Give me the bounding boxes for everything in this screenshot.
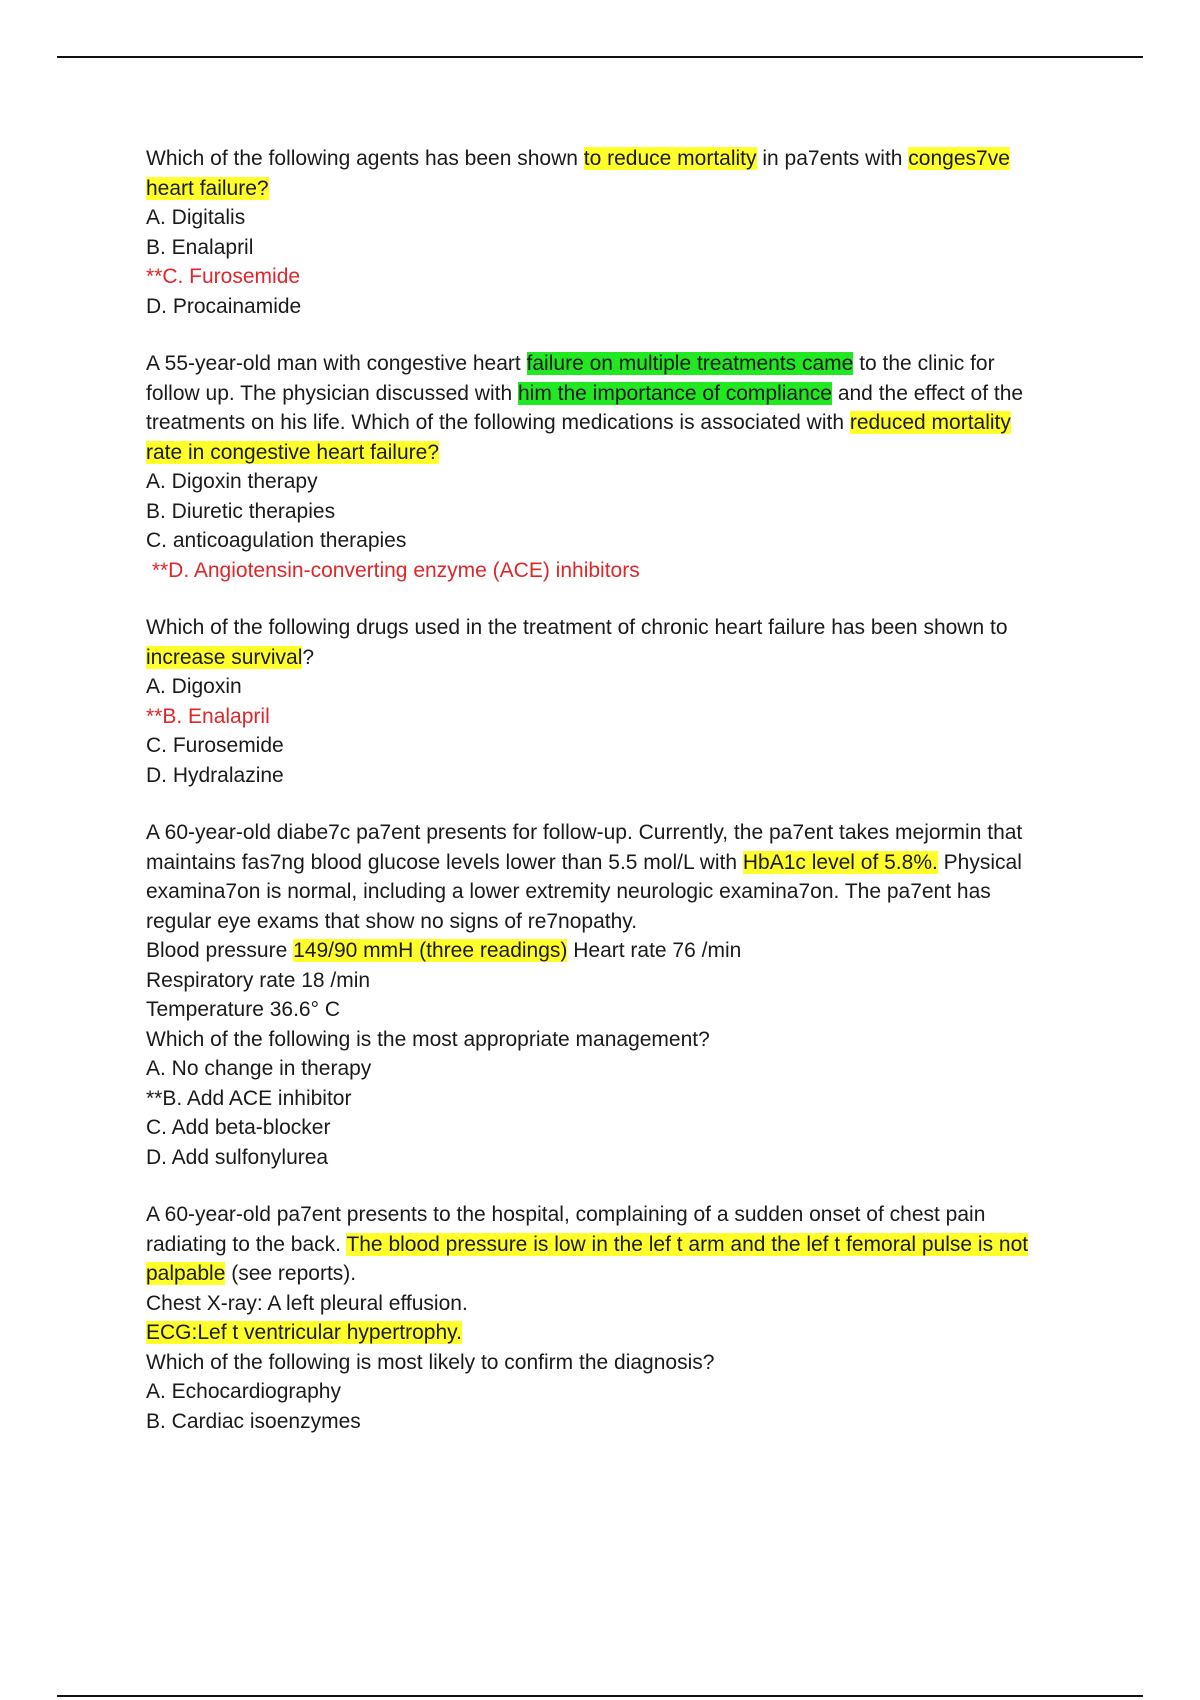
question-stem-line xyxy=(146,1318,1086,1348)
stem-text: (see reports). xyxy=(225,1262,357,1285)
stem-text: A 60-year-old pa7ent presents to the hospital, complaining of a sudden onset of chest pain xyxy=(146,1203,986,1226)
question-stem-line xyxy=(146,936,1086,966)
question-spacer xyxy=(146,321,1086,349)
answer-option: A. Digoxin xyxy=(146,675,242,698)
question-block xyxy=(146,818,1086,1172)
question-block xyxy=(146,349,1086,585)
highlighted-text: failure on multiple treatments came xyxy=(526,352,854,375)
stem-text: Which of the following drugs used in the treatment of chronic heart failure has been shown to xyxy=(146,616,1008,639)
highlighted-text: reduced mortality xyxy=(849,411,1011,434)
stem-text: Temperature 36.6° C xyxy=(146,998,340,1021)
stem-text: Blood pressure xyxy=(146,939,294,962)
answer-option: A. Digitalis xyxy=(146,206,246,229)
answer-option: B. Diuretic therapies xyxy=(146,499,336,523)
stem-text: maintains fas7ng blood glucose levels lower than 5.5 mol/L with xyxy=(146,850,743,874)
question-stem-line xyxy=(146,907,1086,937)
question-stem-line xyxy=(146,144,1086,174)
question-spacer xyxy=(146,585,1086,613)
question-stem-line xyxy=(146,1025,1086,1055)
document-body xyxy=(146,144,1086,1436)
question-block xyxy=(146,1200,1086,1436)
question-stem-line xyxy=(146,966,1086,996)
answer-option: B. Enalapril xyxy=(146,235,254,259)
question-stem-line xyxy=(146,379,1086,409)
answer-option: **B. Add ACE inhibitor xyxy=(146,1086,352,1110)
stem-text: A 60-year-old diabe7c pa7ent presents for follow-up. Currently, the pa7ent takes mejormin that xyxy=(146,821,1023,844)
question-stem-line xyxy=(146,1230,1086,1260)
answer-option: C. Furosemide xyxy=(146,734,284,757)
stem-text: A 55-year-old man with congestive heart xyxy=(146,352,527,375)
answer-option: A. Digoxin therapy xyxy=(146,470,318,493)
question-stem-line xyxy=(146,1259,1086,1289)
question-stem-line xyxy=(146,613,1086,643)
stem-text: to the clinic for xyxy=(853,352,995,375)
answer-option-marked: **D. Angiotensin-converting enzyme (ACE) inhibitors xyxy=(146,558,640,582)
stem-text: Chest X-ray: A left pleural effusion. xyxy=(146,1291,468,1315)
highlighted-text: him the importance of compliance xyxy=(517,381,832,405)
highlighted-text: 149/90 mmH (three readings) xyxy=(293,939,568,962)
footer-rule xyxy=(57,1695,1143,1697)
question-stem-line xyxy=(146,1348,1086,1378)
question-stem-line xyxy=(146,818,1086,848)
stem-text: Heart rate 76 /min xyxy=(567,939,742,962)
stem-text: ? xyxy=(302,645,315,669)
question-stem-line xyxy=(146,349,1086,379)
answer-option: B. Cardiac isoenzymes xyxy=(146,1409,361,1433)
question-stem-line xyxy=(146,877,1086,907)
question-spacer xyxy=(146,790,1086,818)
question-stem-line xyxy=(146,995,1086,1025)
question-stem-line xyxy=(146,174,1086,204)
highlighted-text: rate in congestive heart failure? xyxy=(146,440,440,464)
highlighted-text: increase survival xyxy=(146,645,303,669)
stem-text: Which of the following agents has been shown xyxy=(146,147,584,170)
highlighted-text: heart failure? xyxy=(146,176,269,200)
highlighted-text: HbA1c level of 5.8%. xyxy=(742,850,938,874)
header-rule xyxy=(57,56,1143,58)
highlighted-text: palpable xyxy=(146,1262,226,1285)
highlighted-text: conges7ve xyxy=(908,147,1010,170)
question-block xyxy=(146,144,1086,321)
stem-text: and the effect of the xyxy=(831,381,1024,405)
answer-option: A. No change in therapy xyxy=(146,1057,372,1080)
question-block xyxy=(146,613,1086,790)
question-stem-line xyxy=(146,408,1086,438)
highlighted-text: ECG:Lef t ventricular hypertrophy. xyxy=(146,1321,462,1344)
stem-text: regular eye exams that show no signs of re7nopathy. xyxy=(146,909,638,933)
question-stem-line xyxy=(146,848,1086,878)
answer-option: A. Echocardiography xyxy=(146,1380,341,1403)
stem-text: Respiratory rate 18 /min xyxy=(146,968,371,992)
stem-text: Which of the following is most likely to confirm the diagnosis? xyxy=(146,1350,715,1374)
highlighted-text: to reduce mortality xyxy=(583,147,757,170)
answer-option: D. Hydralazine xyxy=(146,763,284,787)
answer-option: D. Add sulfonylurea xyxy=(146,1145,329,1169)
stem-text: Physical xyxy=(937,850,1022,874)
question-stem-line xyxy=(146,1289,1086,1319)
answer-option: C. anticoagulation therapies xyxy=(146,529,407,552)
answer-option: D. Procainamide xyxy=(146,294,302,318)
stem-text: follow up. The physician discussed with xyxy=(146,381,518,405)
answer-option-marked: **C. Furosemide xyxy=(146,265,301,288)
stem-text: in pa7ents with xyxy=(756,147,909,170)
question-stem-line xyxy=(146,438,1086,468)
question-stem-line xyxy=(146,1200,1086,1230)
stem-text: treatments on his life. Which of the following medications is associated with xyxy=(146,411,850,434)
question-spacer xyxy=(146,1172,1086,1200)
stem-text: Which of the following is the most appropriate management? xyxy=(146,1027,710,1051)
highlighted-text: The blood pressure is low in the lef t arm and the lef t femoral pulse is not xyxy=(346,1232,1029,1256)
question-stem-line xyxy=(146,643,1086,673)
stem-text: radiating to the back. xyxy=(146,1232,347,1256)
answer-option: C. Add beta-blocker xyxy=(146,1116,331,1139)
stem-text: examina7on is normal, including a lower extremity neurologic examina7on. The pa7ent has xyxy=(146,880,991,903)
answer-option-marked: **B. Enalapril xyxy=(146,704,270,728)
